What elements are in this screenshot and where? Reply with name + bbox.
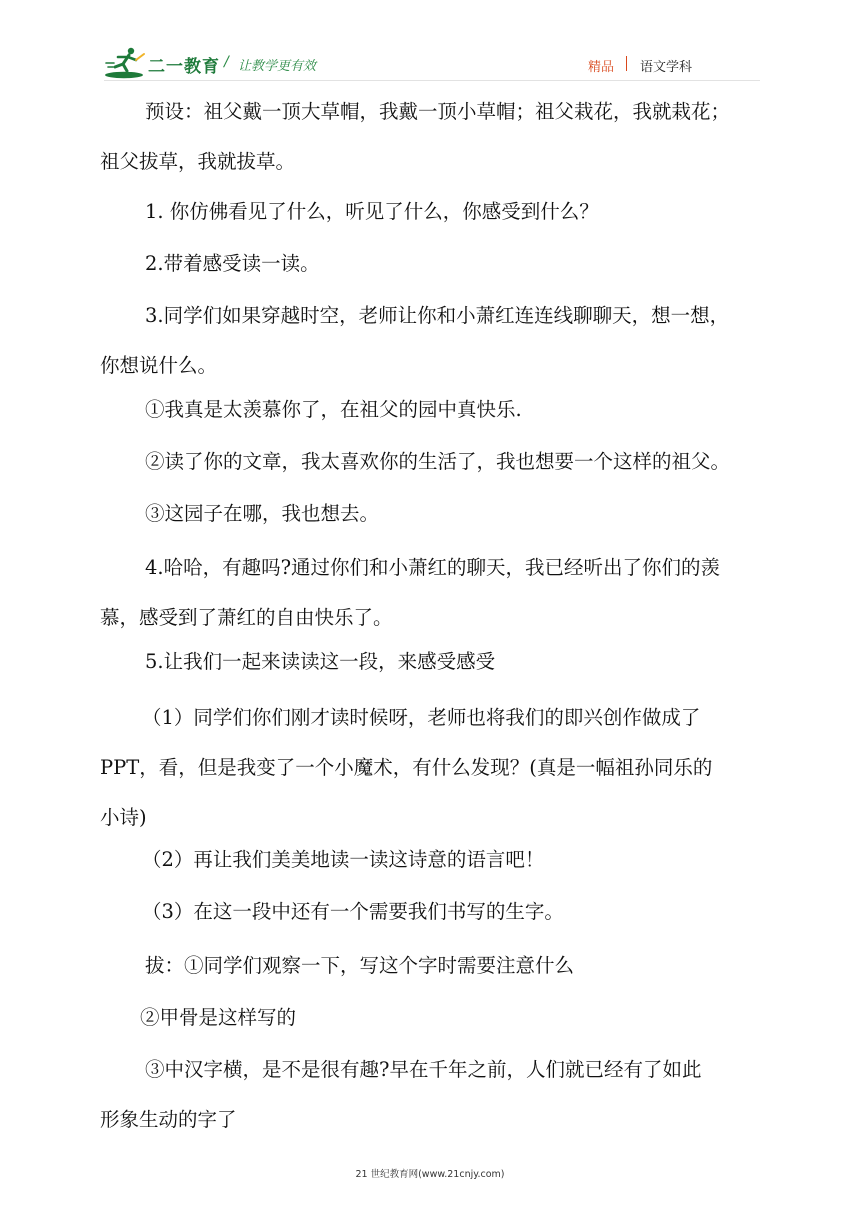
paragraph-answer-2	[100, 437, 764, 487]
page-footer: 21 世纪教育网(www.21cnjy.com)	[355, 1169, 505, 1180]
header-rule	[104, 80, 760, 81]
paragraph-step-2	[100, 835, 764, 885]
paragraph-character-ba	[100, 941, 764, 991]
paragraph-line: PPT，看，但是我变了一个小魔术，有什么发现？(真是一幅祖孙同乐的	[100, 756, 713, 779]
paragraph-line: （2）再让我们美美地读一读这诗意的语言吧！	[142, 848, 545, 871]
paragraph-line: ①我真是太羡慕你了，在祖父的园中真快乐.	[145, 398, 522, 421]
subject-tag: 语文学科	[640, 60, 693, 75]
paragraph-line: ③中汉字横，是不是很有趣?早在千年之前，人们就已经有了如此	[145, 1058, 702, 1081]
page-header	[0, 0, 860, 90]
paragraph-question-5	[100, 637, 764, 687]
paragraph-question-4	[100, 543, 764, 643]
paragraph-answer-3	[100, 489, 764, 539]
paragraph-preset	[100, 87, 764, 187]
paragraph-question-2	[100, 239, 764, 289]
running-man-logo-icon	[104, 46, 150, 80]
paragraph-line: 5.让我们一起来读读这一段，来感受感受	[145, 650, 496, 673]
paragraph-line: 1. 你仿佛看见了什么，听见了什么，你感受到什么？	[145, 200, 599, 223]
slogan-separator: /	[224, 54, 229, 70]
slogan: 让教学更有效	[238, 59, 317, 74]
paragraph-line: 2.带着感受读一读。	[145, 252, 320, 275]
paragraph-line: 拔：①同学们观察一下，写这个字时需要注意什么	[145, 954, 575, 977]
paragraph-step-3	[100, 887, 764, 937]
paragraph-line: ③这园子在哪，我也想去。	[145, 502, 380, 525]
paragraph-chinese-character	[100, 1045, 764, 1145]
paragraph-line: （1）同学们你们刚才读时候呀，老师也将我们的即兴创作做成了	[142, 706, 701, 729]
paragraph-line: 预设：祖父戴一顶大草帽，我戴一顶小草帽；祖父栽花，我就栽花；	[145, 100, 731, 123]
paragraph-line: 4.哈哈，有趣吗?通过你们和小萧红的聊天，我已经听出了你们的羡	[145, 556, 721, 579]
paragraph-line: （3）在这一段中还有一个需要我们书写的生字。	[142, 900, 564, 923]
paragraph-line: 3.同学们如果穿越时空，老师让你和小萧红连连线聊聊天，想一想，	[145, 304, 730, 327]
paragraph-line: ②甲骨是这样写的	[140, 1006, 297, 1029]
paragraph-line: ②读了你的文章，我太喜欢你的生活了，我也想要一个这样的祖父。	[145, 450, 731, 473]
paragraph-line: 祖父拔草，我就拔草。	[100, 150, 296, 173]
paragraph-question-3	[100, 291, 764, 391]
paragraph-step-1	[100, 693, 764, 843]
paragraph-line: 慕，感受到了萧红的自由快乐了。	[100, 606, 393, 629]
brand-name: 二一教育	[148, 57, 220, 77]
paragraph-answer-1	[100, 385, 764, 435]
paragraph-line: 形象生动的字了	[100, 1108, 237, 1131]
paragraph-line: 小诗)	[100, 806, 147, 829]
premium-tag: 精品	[588, 60, 615, 75]
paragraph-question-1	[100, 187, 764, 237]
paragraph-oracle-bone	[100, 993, 764, 1043]
paragraph-line: 你想说什么。	[100, 354, 218, 377]
tag-divider	[626, 56, 627, 71]
